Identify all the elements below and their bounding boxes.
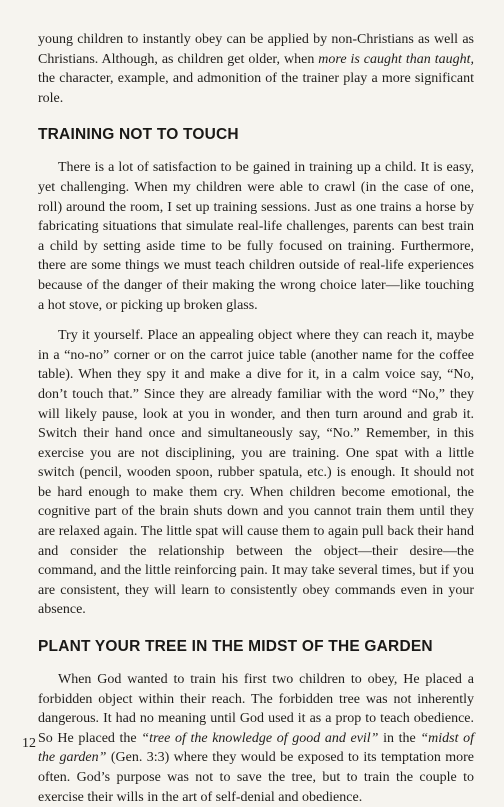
section2-quote-tree: “tree of the knowledge of good and evil” xyxy=(141,730,379,746)
section2-quote-garden: “midst of the garden” xyxy=(38,730,475,766)
intro-text-1: young children to instantly obey can be applied by non-Christians as well as Christians. Although, as children get older, when xyxy=(38,32,474,67)
section1-paragraph-2: Try it yourself. Place an appealing object where they can reach it, maybe in a “no-no” corner or on the carrot juice table (another name for the coffee table). When they spy it and make a dive for it, in a calm voice say, “No, don’t touch that.” Since they are already familiar with the word “No,” they will likely pause, look at you in wonder, and then turn around and grab it. Switch their hand once and simultaneously say, “No.” Remember, in this exercise you are not disciplining, you are training. One spat with a little switch (pencil, wooden spoon, rubber spatula, etc.) is enough. It should not be hard enough to make them cry. When children become emotional, the cognitive part of the brain shuts down and you cannot train them until they are relaxed again. The little spat will cause them to again pull back their hand and consider the relationship between the object—their desire—the command, and the little reinforcing pain. It may take several times, but if you are consistent, they will learn to consistently obey commands even in your absence. xyxy=(38,328,474,618)
section2-text-3: (Gen. 3:3) where they would be exposed to its temptation more often. God’s purpose was not to save the tree, but to train the couple to exercise their wills in the art of self-denial and obedience. xyxy=(38,750,474,805)
section-heading-plant-your-tree: PLANT YOUR TREE IN THE MIDST OF THE GARDEN xyxy=(38,638,433,656)
section-heading-training-not-to-touch: TRAINING NOT TO TOUCH xyxy=(38,126,239,144)
intro-emphasis: more is caught than taught, xyxy=(318,51,475,67)
page-body xyxy=(38,30,474,807)
section2-text-1: When God wanted to train his first two children to obey, He placed a forbidden object within their reach. The forbidden tree was not inherently dangerous. It had no meaning until God used it as a prop to teach obedience. So He placed the xyxy=(38,672,474,746)
page-number: 12 xyxy=(22,736,36,751)
section2-paragraph-1 xyxy=(38,670,474,807)
section1-paragraph-1: There is a lot of satisfaction to be gained in training up a child. It is easy, yet challenging. When my children were able to crawl (in the case of one, roll) around the room, I set up training sessions. Just as one trains a horse by fabricating situations that simulate real-life challenges, parents can best train a child by setting aside time to be fully focused on training. Furthermore, there are some things we must teach children outside of real-life experiences because of the danger of their making the wrong choice later—like touching a hot stove, or picking up broken glass. xyxy=(38,160,474,313)
section2-text-2: in the xyxy=(378,730,421,746)
intro-paragraph xyxy=(38,30,474,108)
intro-text-2: the character, example, and admonition of the trainer play a more significant role. xyxy=(38,71,474,106)
